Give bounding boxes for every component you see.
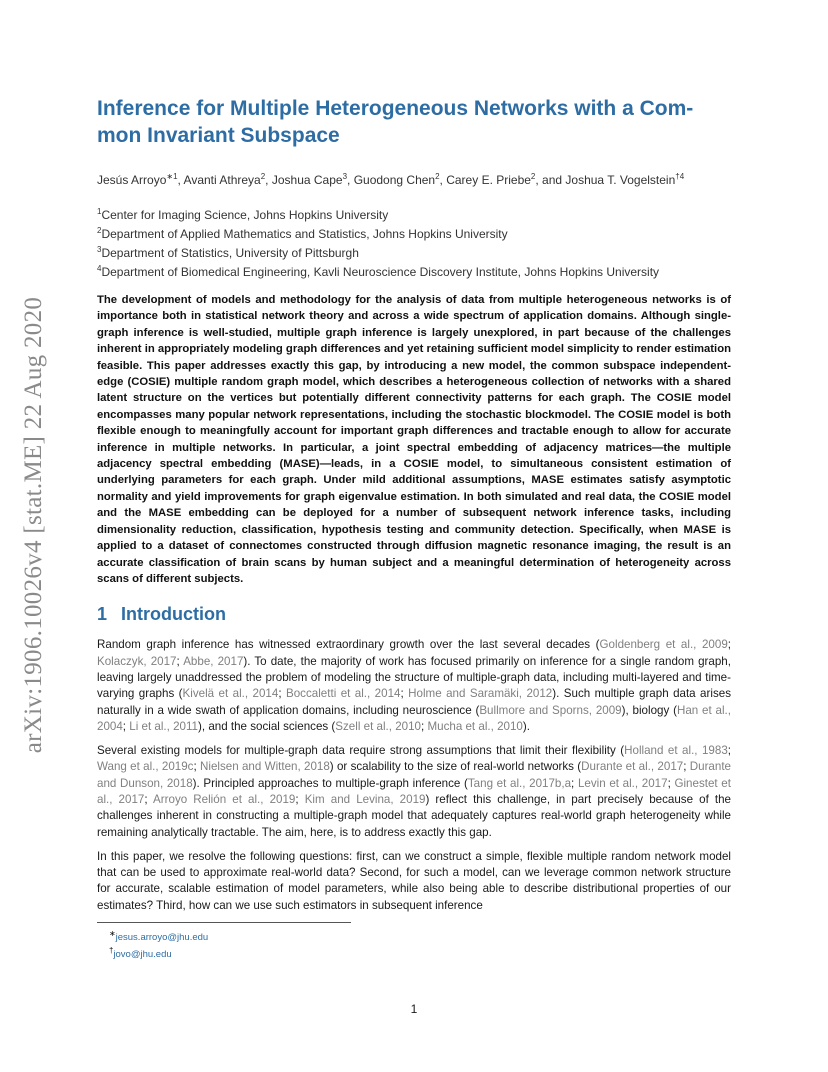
footnote — [109, 927, 731, 944]
citation-link[interactable]: Mucha et al., 2010 — [427, 719, 523, 733]
section-title: Introduction — [121, 604, 226, 625]
section-number: 1 — [97, 604, 108, 625]
citation-link[interactable]: Holland et al., 1983 — [624, 744, 728, 758]
affiliation — [97, 261, 731, 280]
affiliation-text: Department of Biomedical Engineering, Kavli Neuroscience Discovery Institute, Johns Hopkins University — [101, 265, 660, 279]
affiliation — [97, 204, 731, 223]
affiliation-text: Center for Imaging Science, Johns Hopkins University — [101, 208, 389, 222]
page-number: 1 — [410, 1002, 418, 1016]
citation-link[interactable]: Goldenberg et al., 2009 — [599, 638, 728, 652]
affiliation-superscript: 4 — [97, 264, 102, 273]
citation-link[interactable]: Kim and Levina, 2019 — [304, 792, 426, 806]
author-superscript: 3 — [342, 172, 348, 181]
author-name: Guodong Chen — [353, 173, 436, 187]
section-body — [97, 637, 731, 914]
author-name: Jesús Arroyo — [97, 173, 167, 187]
author-list: Jesús Arroyo$^{∗1}$, Avanti Athreya$^2$, Joshua Cape$^3$, Guodong Chen$^2$, Carey E. Priebe$^2$, and Joshua T. Vogelstein$^{\dagger 4}$ — [97, 172, 685, 187]
footnotes — [97, 927, 731, 961]
paper-title: Inference for Multiple Heterogeneous Networks with a Com-mon Invariant Subspace — [97, 97, 694, 147]
citation-link[interactable]: Han et al., 2004 — [97, 703, 731, 733]
author-name: Avanti Athreya — [183, 173, 261, 187]
author-superscript: ∗1 — [166, 172, 178, 181]
page-content — [97, 95, 731, 961]
footnote-email-link[interactable]: jesus.arroyo@jhu.edu — [115, 932, 209, 944]
affiliation-text: Department of Applied Mathematics and Statistics, Johns Hopkins University — [101, 227, 508, 241]
citation-link[interactable]: Tang et al., 2017b,a — [467, 776, 572, 790]
affiliation — [97, 242, 731, 261]
citation-link[interactable]: Levin et al., 2017 — [577, 776, 668, 790]
body-paragraph: Random graph inference has witnessed extraordinary growth over the last several decades (Goldenberg et al., 2009; Kolaczyk, 2017; Abbe, 2017). To date, the majority of work has focused primarily on inference for a single random graph, leaving largely unaddressed the problem of modeling the structure of multiple-graph data, including multi-layered and time-varying graphs (Kivelä et al., 2014; Boccaletti et al., 2014; Holme and Saramäki, 2012). Such multiple graph data arises naturally in a wide swath of application domains, including neuroscience (Bullmore and Sporns, 2009), biology (Han et al., 2004; Li et al., 2011), and the social sciences (Szell et al., 2010; Mucha et al., 2010). — [97, 638, 731, 733]
author-superscript: 2 — [435, 172, 440, 181]
arxiv-identifier: arXiv:1906.10026v4 [stat.ME] 22 Aug 2020 — [20, 296, 47, 754]
footnote-rule — [97, 922, 351, 923]
citation-link[interactable]: Durante and Dunson, 2018 — [97, 760, 731, 790]
affiliation-text: Department of Statistics, University of Pittsburgh — [101, 246, 359, 260]
citation-link[interactable]: Li et al., 2011 — [129, 719, 199, 733]
affiliation-list — [97, 204, 731, 280]
citation-link[interactable]: Ginestet et al., 2017 — [97, 776, 731, 806]
author-name: Carey E. Priebe — [446, 173, 531, 187]
footnote-mark: † — [109, 946, 114, 956]
author-name: Joshua T. Vogelstein — [565, 173, 676, 187]
citation-link[interactable]: Kivelä et al., 2014 — [182, 687, 279, 701]
body-paragraph: In this paper, we resolve the following questions: first, can we construct a simple, flexible multiple random network model that can be used to approximate real-world data? Second, for such a model, can we leverage common network structure for accurate, scalable estimation of model parameters, while also being able to describe distributional properties of our estimates? Third, how can we use such estimators in subsequent inference — [97, 849, 731, 912]
affiliation-superscript: 1 — [97, 207, 102, 216]
citation-link[interactable]: Arroyo Relión et al., 2019 — [153, 792, 296, 806]
footnote-mark: ∗ — [109, 929, 116, 939]
section-heading — [97, 603, 731, 625]
citation-link[interactable]: Holme and Saramäki, 2012 — [408, 687, 553, 701]
author-superscript: 2 — [260, 172, 266, 181]
citation-link[interactable]: Bullmore and Sporns, 2009 — [479, 703, 622, 717]
footnote — [109, 944, 731, 961]
citation-link[interactable]: Kolaczyk, 2017 — [97, 654, 177, 668]
citation-link[interactable]: Durante et al., 2017 — [581, 760, 684, 774]
body-paragraph: Several existing models for multiple-graph data require strong assumptions that limit their flexibility (Holland et al., 1983; Wang et al., 2019c; Nielsen and Witten, 2018) or scalability to the size of real-world networks (Durante et al., 2017; Durante and Dunson, 2018). Principled approaches to multiple-graph inference (Tang et al., 2017b,a; Levin et al., 2017; Ginestet et al., 2017; Arroyo Relión et al., 2019; Kim and Levina, 2019) reflect this challenge, in part precisely because of the challenges inherent in constructing a multiple-graph model that adequately captures real-world graph heterogeneity while remaining analytically tractable. The aim, here, is to address exactly this gap. — [97, 744, 732, 839]
affiliation-superscript: 3 — [97, 245, 102, 254]
citation-link[interactable]: Nielsen and Witten, 2018 — [200, 760, 330, 774]
author-superscript: †4 — [675, 172, 685, 181]
citation-link[interactable]: Boccaletti et al., 2014 — [286, 687, 401, 701]
abstract: The development of models and methodology for the analysis of data from multiple heterogeneous networks is of importance both in statistical network theory and across a wide spectrum of application domains. Although single-graph inference is well-studied, multiple graph inference is largely unexplored, in part because of the challenges inherent in appropriately modeling graph differences and yet retaining sufficient model simplicity to render estimation feasible. This paper addresses exactly this gap, by introducing a new model, the common subspace independent-edge (COSIE) multiple random graph model, which describes a heterogeneous collection of networks with a shared latent structure on the vertices but potentially different connectivity patterns for each graph. The COSIE model encompasses many popular network representations, including the stochastic blockmodel. The COSIE model is both flexible enough to meaningfully account for important graph differences and tractable enough to allow for accurate inference in multiple networks. In particular, a joint spectral embedding of adjacency matrices—the multiple adjacency spectral embedding (MASE)—leads, in a COSIE model, to simultaneous consistent estimation of underlying parameters for each graph. Under mild additional assumptions, MASE estimates satisfy asymptotic normality and yield improvements for graph eigenvalue estimation. In both simulated and real data, the COSIE model and the MASE embedding can be deployed for a number of subsequent network inference tasks, including dimensionality reduction, classification, hypothesis testing and community detection. Specifically, when MASE is applied to a dataset of connectomes constructed through diffusion magnetic resonance imaging, the result is an accurate classification of brain scans by human subject and a meaningful determination of heterogeneity across scans of different subjects. — [97, 294, 731, 585]
author-name: Joshua Cape — [271, 173, 343, 187]
arxiv-sidebar — [2, 270, 66, 780]
citation-link[interactable]: Szell et al., 2010 — [335, 719, 422, 733]
affiliation-superscript: 2 — [97, 226, 102, 235]
citation-link[interactable]: Abbe, 2017 — [183, 654, 244, 668]
citation-link[interactable]: Wang et al., 2019c — [97, 760, 194, 774]
footnote-email-link[interactable]: jovo@jhu.edu — [113, 949, 172, 961]
author-superscript: 2 — [530, 172, 536, 181]
affiliation — [97, 223, 731, 242]
